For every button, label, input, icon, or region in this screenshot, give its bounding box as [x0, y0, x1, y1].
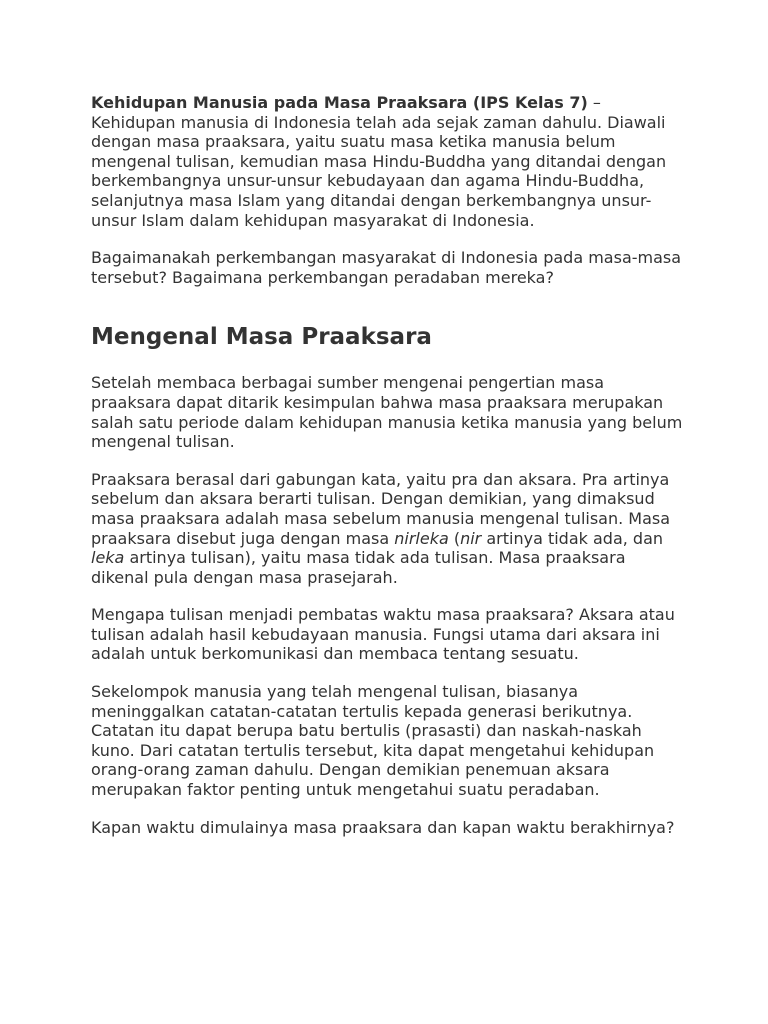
intro-paragraph — [91, 93, 688, 230]
question-paragraph-1: Bagaimanakah perkembangan masyarakat di Indonesia pada masa-masa tersebut? Bagaimana perkembangan peradaban mereka? — [91, 248, 682, 287]
p2-text-3: artinya tidak ada, dan — [481, 528, 664, 548]
section-heading: Mengenal Masa Praaksara — [91, 324, 432, 351]
p2-italic-nir: nir — [460, 528, 482, 548]
question-paragraph-2: Kapan waktu dimulainya masa praaksara dan kapan waktu berakhirnya? — [91, 817, 675, 837]
body-paragraph-4: Sekelompok manusia yang telah mengenal tulisan, biasanya meninggalkan catatan-catatan tertulis kepada generasi berikutnya. Catatan itu dapat berupa batu bertulis (prasasti) dan naskah-naskah kuno. Dari catatan tertulis tersebut, kita dapat mengetahui kehidupan orang-orang zaman dahulu. Dengan demikian penemuan aksara merupakan faktor penting untuk mengetahui suatu peradaban. — [91, 682, 655, 800]
body-paragraph-2 — [91, 470, 688, 588]
p2-italic-leka: leka — [91, 548, 125, 568]
p2-text-1: Praaksara berasal dari gabungan kata, yaitu pra dan aksara. Pra artinya sebelum dan aksara berarti tulisan. Dengan demikian, yang dimaksud masa praaksara adalah masa sebelum manusia mengenal tulisan. Masa praaksara disebut juga dengan masa — [91, 469, 671, 548]
p2-text-2: ( — [448, 528, 461, 548]
intro-title: Kehidupan Manusia pada Masa Praaksara (IPS Kelas 7) — [91, 93, 588, 112]
body-paragraph-3: Mengapa tulisan menjadi pembatas waktu masa praaksara? Aksara atau tulisan adalah hasil kebudayaan manusia. Fungsi utama dari aksara ini adalah untuk berkomunikasi dan membaca tentang sesuatu. — [91, 605, 675, 664]
intro-text: Kehidupan manusia di Indonesia telah ada sejak zaman dahulu. Diawali dengan masa praaksara, yaitu suatu masa ketika manusia belum mengenal tulisan, kemudian masa Hindu-Buddha yang ditandai dengan berkembangnya unsur-unsur kebudayaan dan agama Hindu-Buddha, selanjutnya masa Islam yang ditandai dengan berkembangnya unsur-unsur Islam dalam kehidupan masyarakat di Indonesia. — [91, 112, 667, 230]
body-paragraph-1: Setelah membaca berbagai sumber mengenai pengertian masa praaksara dapat ditarik kesimpulan bahwa masa praaksara merupakan salah satu periode dalam kehidupan manusia ketika manusia yang belum mengenal tulisan. — [91, 373, 683, 452]
intro-dash: – — [587, 93, 601, 112]
p2-italic-nirleka: nirleka — [394, 528, 449, 548]
p2-text-4: artinya tulisan), yaitu masa tidak ada tulisan. Masa praaksara dikenal pula dengan masa prasejarah. — [91, 548, 626, 587]
